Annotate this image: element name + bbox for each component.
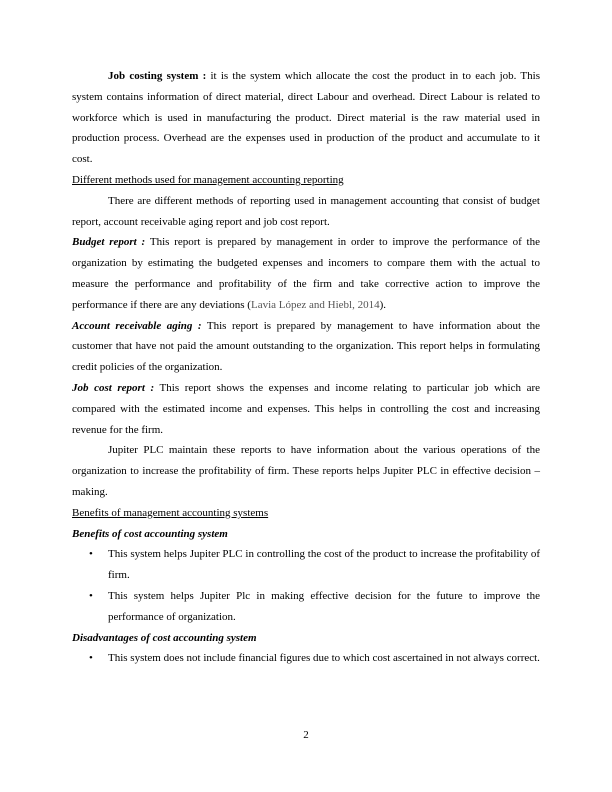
budget-report-lead: Budget report : (72, 236, 146, 249)
disadvantages-list (72, 648, 540, 669)
budget-report-text: This report is prepared by management in order to improve the performance of the organization by estimating the budgeted expenses and incomers to compare them with the actual to measure the performance and profitability of the firm and take corrective action to improve the performance if there are any deviations ( (72, 236, 540, 311)
benefits-heading: Benefits of management accounting systems (72, 506, 269, 519)
job-cost-report-paragraph (72, 378, 540, 440)
budget-report-citation: Lavia López and Hiebl, 2014 (250, 298, 380, 311)
job-costing-text: it is the system which allocate the cost the product in to each job. This system contains information of direct material, direct Labour and overhead. Direct Labour is related to workforce which is used in manufacturing the product. Direct material is the raw material used in production process. Overhead are the expenses used in production of the product and accumulate to it cost. (72, 70, 540, 166)
list-item (72, 648, 540, 669)
benefits-list (72, 544, 540, 627)
account-receivable-lead: Account receivable aging : (72, 319, 202, 332)
job-cost-report-lead: Job cost report : (72, 381, 155, 394)
bullet-icon: • (89, 652, 93, 665)
benefits-title: Benefits of cost accounting system (72, 527, 228, 540)
disadvantage-text: This system does not include financial figures due to which cost ascertained in not always correct. (108, 652, 540, 665)
jupiter-paragraph: Jupiter PLC maintain these reports to have information about the various operations of the organization to increase the profitability of firm. These reports helps Jupiter PLC in effective decision – making. (72, 444, 540, 498)
job-costing-paragraph (72, 66, 540, 170)
methods-intro-paragraph: There are different methods of reporting used in management accounting that consist of budget report, account receivable aging report and job cost report. (72, 194, 540, 228)
disadvantages-title: Disadvantages of cost accounting system (72, 631, 257, 644)
benefit-text: This system helps Jupiter PLC in controlling the cost of the product to increase the profitability of firm. (108, 548, 540, 582)
list-item (72, 586, 540, 628)
budget-report-paragraph (72, 232, 540, 315)
benefit-text: This system helps Jupiter Plc in making effective decision for the future to improve the performance of organization. (108, 589, 540, 623)
account-receivable-text: This report is prepared by management to have information about the customer that have not paid the amount outstanding to the organization. This report helps in formulating credit policies of the organization. (72, 319, 540, 374)
account-receivable-paragraph (72, 316, 540, 378)
budget-report-text-end: ). (379, 298, 386, 311)
job-cost-report-text: This report shows the expenses and income relating to particular job which are compared with the estimated income and expenses. This helps in controlling the cost and increasing revenue for the firm. (72, 381, 540, 436)
document-page (72, 66, 540, 669)
page-number: 2 (303, 729, 309, 741)
methods-heading: Different methods used for management accounting reporting (72, 173, 344, 186)
bullet-icon: • (89, 548, 93, 561)
list-item (72, 544, 540, 586)
bullet-icon: • (89, 589, 93, 602)
job-costing-lead: Job costing system : (108, 70, 207, 82)
